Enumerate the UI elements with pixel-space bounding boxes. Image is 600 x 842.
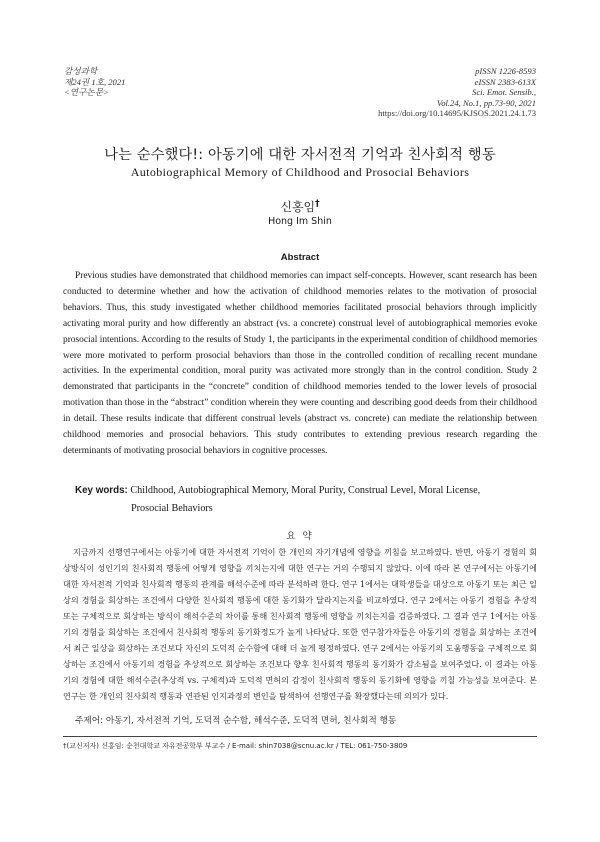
author-korean xyxy=(0,198,600,215)
eissn: eISSN 2383-613X xyxy=(474,76,536,87)
author-name-korean: 신홍임 xyxy=(280,200,316,214)
pissn: pISSN 1226-8593 xyxy=(475,66,536,76)
journal-header-right xyxy=(378,66,536,119)
journal-name: 감성과학 xyxy=(64,66,98,76)
korean-abstract-heading: 요 약 xyxy=(286,531,314,542)
keywords-block xyxy=(75,482,525,517)
volume-pages: Vol.24, No.1, pp.73-90, 2021 xyxy=(436,97,536,108)
keywords-label: Key words: xyxy=(75,485,128,496)
korean-keywords: 주제어: 아동기, 자서전적 기억, 도덕적 순수함, 해석수준, 도덕적 면허, 친사회적 행동 xyxy=(75,716,397,726)
title-english: Autobiographical Memory of Childhood and Prosocial Behaviors xyxy=(130,165,470,179)
keywords-line1: Childhood, Autobiographical Memory, Moral Purity, Construal Level, Moral License, xyxy=(130,485,481,496)
corresponding-mark: † xyxy=(315,199,320,209)
journal-volume: 제24권 1호, 2021 xyxy=(64,76,126,87)
journal-header-left xyxy=(64,66,125,98)
article-type: <연구논문> xyxy=(64,87,109,98)
doi-link[interactable]: https://doi.org/10.14695/KJSOS.2021.24.1.73 xyxy=(378,108,536,119)
abstract-body: Previous studies have demonstrated that childhood memories can impact self-concepts. However, scant research has been conducted to determine whether and how the activation of childhood memories relates to the motivation of prosocial behaviors. Thus, this study investigated whether childhood memories facilitated prosocial behaviors through implicitly activating moral purity and how differently an abstract (vs. a concrete) construal level of autobiographical memories evoke prosocial intentions. According to the results of Study 1, the participants in the experimental condition of childhood memories were more motivated to perform prosocial behaviors than those in the controlled condition of recalling recent mundane activities. In the experimental condition, moral purity was activated more strongly than in the control condition. Study 2 demonstrated that participants in the “concrete” condition of childhood memories tended to the lower levels of prosocial motivation than those in the “abstract” condition wherein they were counting and describing good deeds from their childhood in detail. These results indicate that different construal levels (abstract vs. concrete) can mediate the relationship between childhood memories and prosocial behaviors. This study contributes to extending previous research regarding the determinants of motivating prosocial behaviors in cognitive processes. xyxy=(63,271,537,456)
footnote-divider xyxy=(63,736,537,737)
korean-abstract-body: 지금까지 선행연구에서는 아동기에 대한 자서전적 기억이 한 개인의 자기개념에 영향을 끼침을 보고하였다. 반면, 아동기 경험의 회상방식이 성인기의 친사회적 행동에 어떻게 영향을 끼치는지에 대한 연구는 거의 수행되지 않았다. 이에 따라 본 연구에서는 아동기에 대한 자서전적 기억과 친사회적 행동의 관계를 해석수준에 따라 분석하려 한다. 연구 1에서는 대학생들을 대상으로 아동기 또는 최근 일상의 경험을 회상하는 조건에서 다양한 친사회적 행동에 대한 동기화가 달라지는지를 비교하였다. 연구 2에서는 아동기 경험을 추상적 또는 구체적으로 회상하는 방식이 해석수준의 차이를 통해 친사회적 행동에 영향을 끼치는지를 검증하였다. 그 결과 연구 1에서는 아동기의 경험을 회상하는 조건에서 친사회적 행동의 동기화정도가 높게 나타났다. 또한 연구참가자들은 아동기의 경험을 회상하는 조건에서 최근 일상을 회상하는 조건보다 자신의 도덕적 순수함에 대해 더 높게 평정하였다. 연구 2에서는 아동기의 도움행동을 구체적으로 회상하는 조건에서 아동기의 경험을 추상적으로 회상하는 조건보다 향후 친사회적 행동의 동기화가 감소됨을 보여주었다. 이 결과는 아동기의 경험에 대한 해석수준(추상적 vs. 구체적)과 도덕적 면허의 감정이 친사회적 행동의 동기화에 영향을 끼칠 가능성을 보여준다. 본 연구는 한 개인의 친사회적 행동과 연관된 인지과정의 변인을 탐색하여 선행연구를 확장했다는데 의의가 있다. xyxy=(63,547,537,702)
journal-abbrev: Sci. Emot. Sensib., xyxy=(472,87,536,98)
title-korean: 나는 순수했다!: 아동기에 대한 자서전적 기억과 친사회적 행동 xyxy=(104,147,496,163)
author-english: Hong Im Shin xyxy=(268,216,332,227)
corresponding-author-footnote: †(교신저자) 신홍임: 순천대학교 자유전공학부 부교수 / E-mail: shin7038@scnu.ac.kr / TEL: 061-750-3809 xyxy=(63,742,408,750)
keywords-line2: Prosocial Behaviors xyxy=(131,502,213,514)
abstract-heading: Abstract xyxy=(280,252,320,263)
